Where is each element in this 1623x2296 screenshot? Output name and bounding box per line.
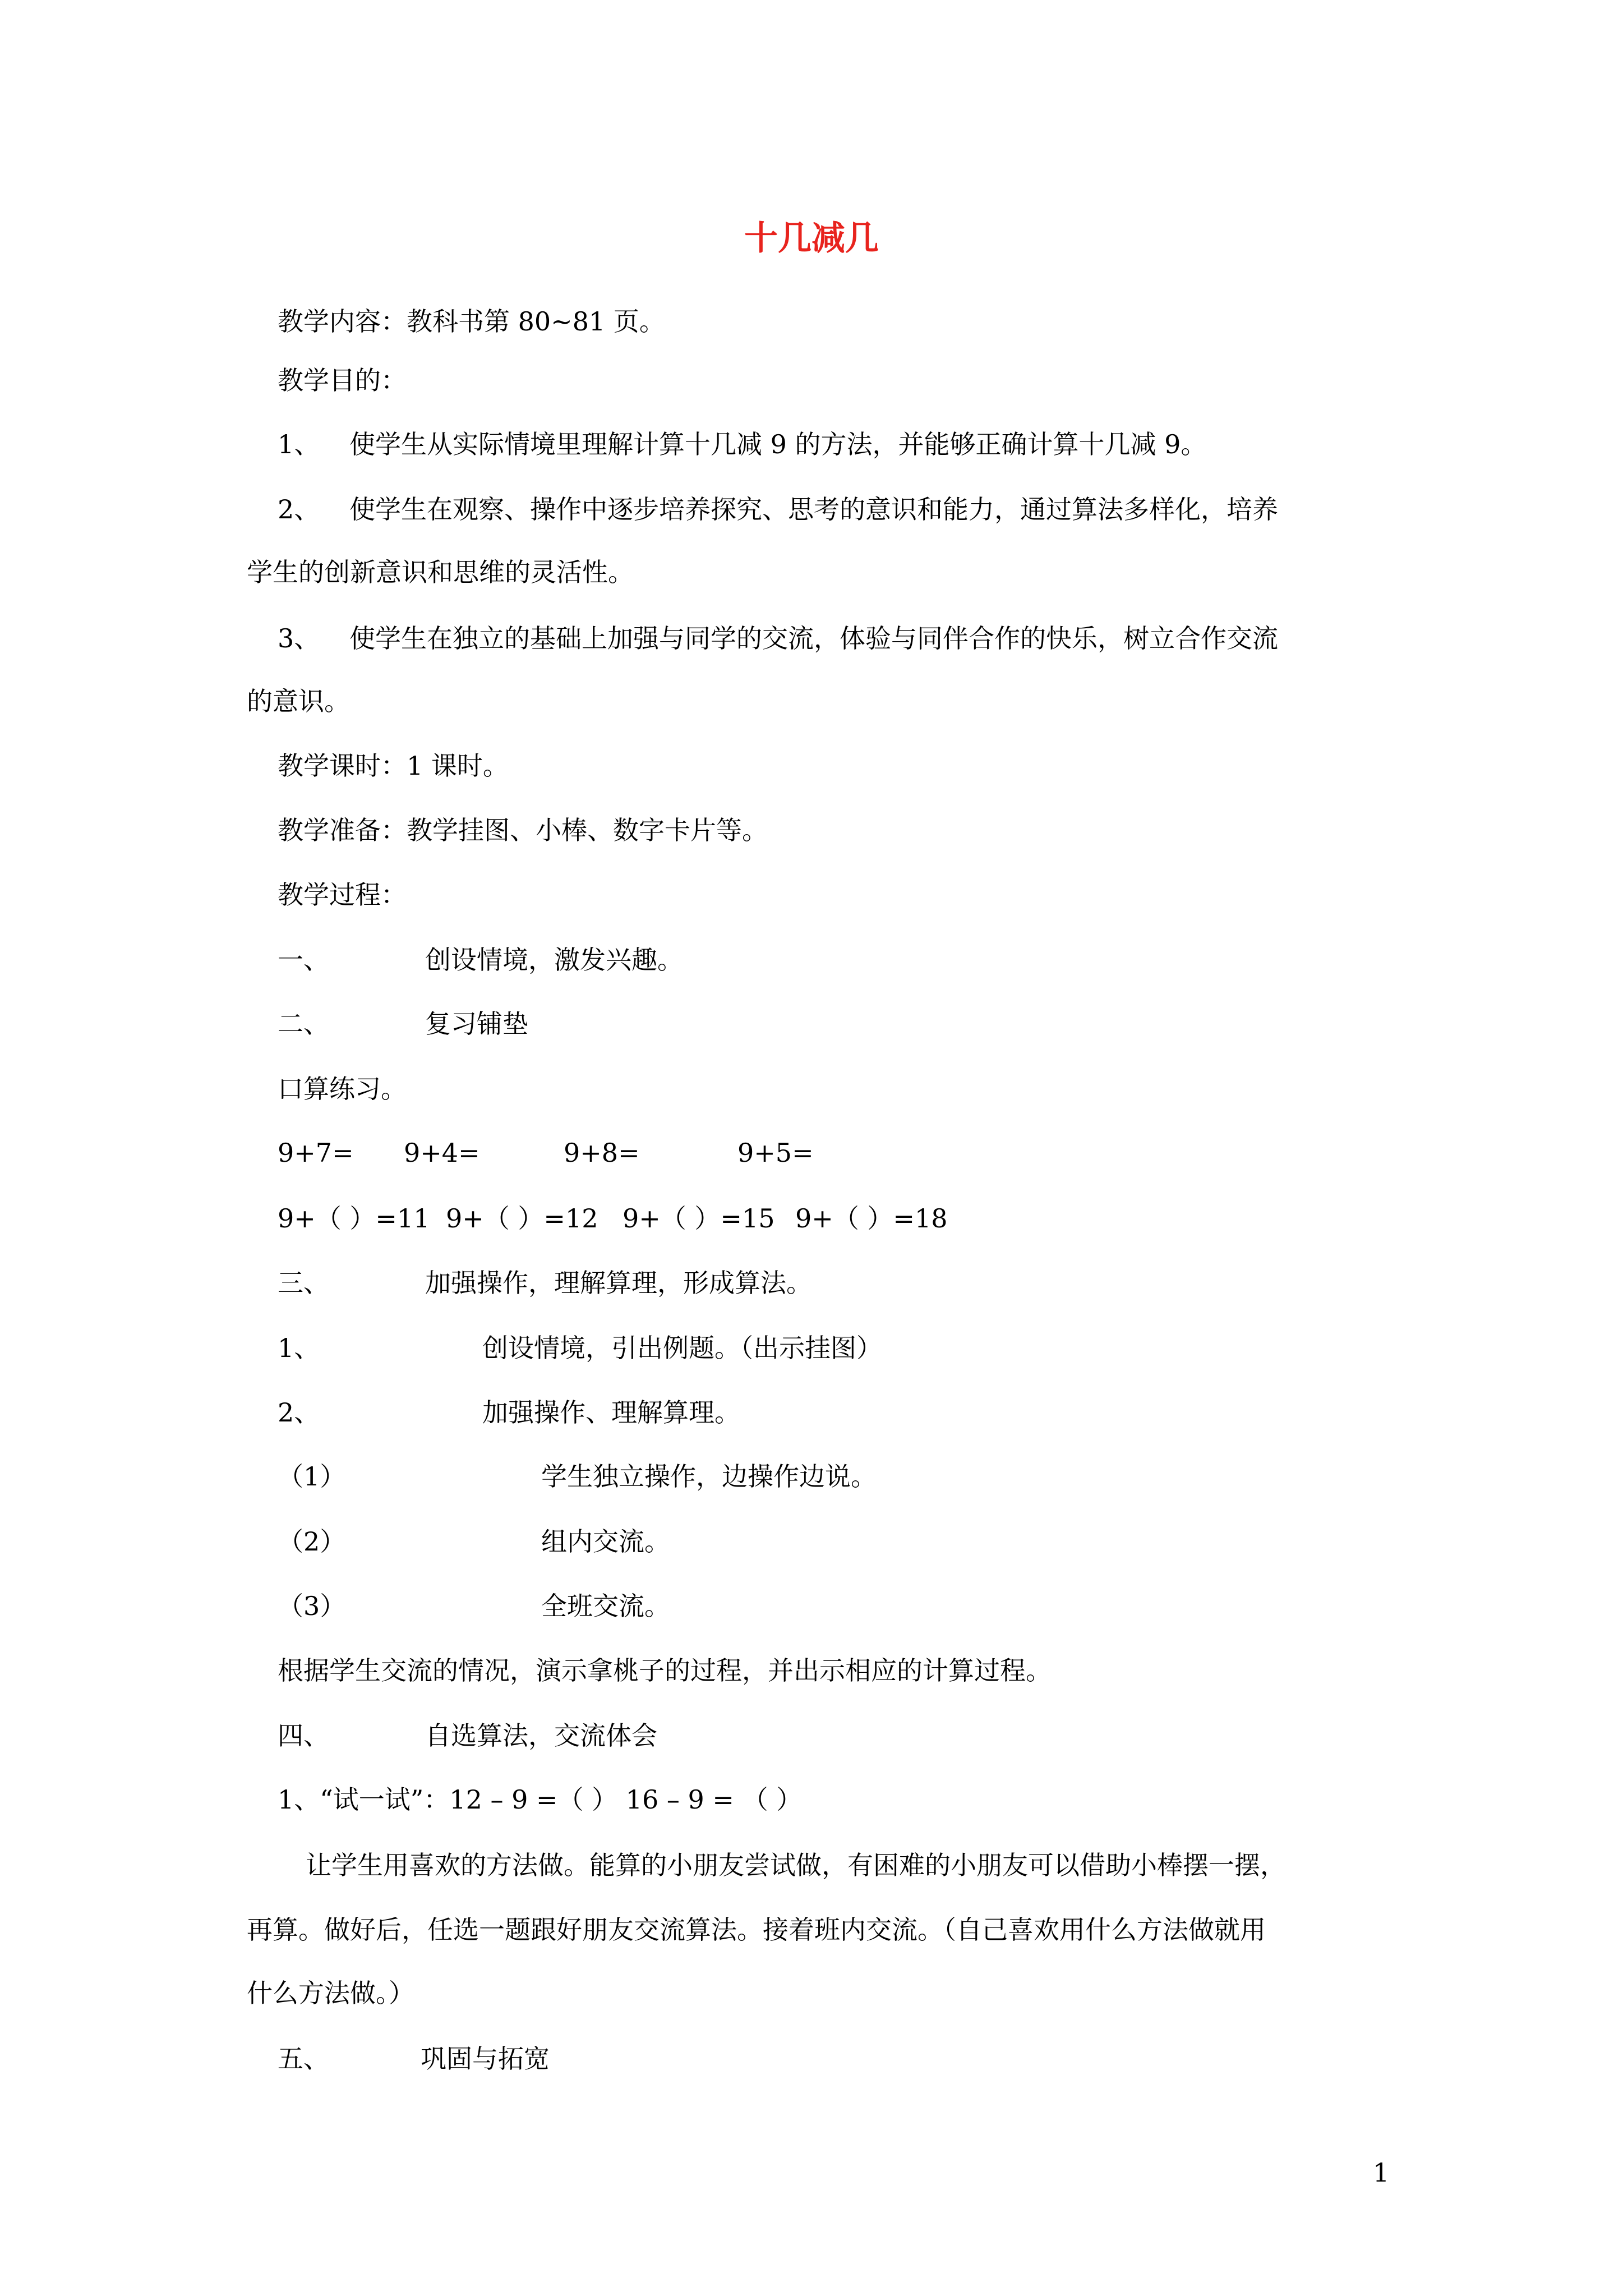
paragraph-line-1: 让学生用喜欢的方法做。能算的小朋友尝试做，有困难的小朋友可以借助小棒摆一摆， <box>306 1850 1286 1880</box>
section-1-number: 一、 <box>278 945 329 975</box>
prep-line: 教学准备：教学挂图、小棒、数字卡片等。 <box>278 815 768 845</box>
section-2-number: 二、 <box>278 1009 329 1039</box>
step-3-text: 全班交流。 <box>541 1591 670 1621</box>
section-3-1-number: 1、 <box>278 1333 320 1363</box>
section-3-1-text: 创设情境，引出例题。（出示挂图） <box>482 1333 882 1363</box>
goal-3-text: 使学生在独立的基础上加强与同学的交流，体验与同伴合作的快乐，树立合作交流 <box>349 623 1278 654</box>
calc-b-3: 9+（ ）=15 <box>623 1203 775 1234</box>
step-2-text: 组内交流。 <box>541 1526 670 1557</box>
section-3-text: 加强操作，理解算理，形成算法。 <box>425 1268 812 1298</box>
section-5-number: 五、 <box>278 2044 329 2074</box>
calc-b-2: 9+（ ）=12 <box>446 1203 598 1234</box>
paragraph-line-2: 再算。做好后，任选一题跟好朋友交流算法。接着班内交流。（自己喜欢用什么方法做就用 <box>247 1915 1266 1945</box>
document-title: 十几减几 <box>744 219 879 258</box>
calc-a-1: 9+7= <box>278 1138 354 1168</box>
content-line: 教学内容：教科书第 80~81 页。 <box>278 306 665 337</box>
step-1-text: 学生独立操作，边操作边说。 <box>541 1461 877 1492</box>
section-4-number: 四、 <box>278 1720 329 1751</box>
goal-1-number: 1、 <box>278 429 320 459</box>
calc-a-3: 9+8= <box>564 1138 640 1168</box>
process-heading: 教学过程： <box>278 880 407 910</box>
section-3-number: 三、 <box>278 1268 329 1298</box>
section-5-text: 巩固与拓宽 <box>421 2044 550 2074</box>
demo-line: 根据学生交流的情况，演示拿桃子的过程，并出示相应的计算过程。 <box>278 1655 1052 1686</box>
calc-b-4: 9+（ ）=18 <box>795 1203 948 1234</box>
section-1-text: 创设情境，激发兴趣。 <box>425 945 683 975</box>
section-3-2-text: 加强操作、理解算理。 <box>482 1397 740 1428</box>
hours-line: 教学课时：1 课时。 <box>278 751 509 781</box>
calc-b-1: 9+（ ）=11 <box>278 1203 430 1234</box>
goal-1-text: 使学生从实际情境里理解计算十几减 9 的方法，并能够正确计算十几减 9。 <box>349 429 1207 459</box>
calc-a-2: 9+4= <box>404 1138 480 1168</box>
goal-2-number: 2、 <box>278 494 320 524</box>
section-2-text: 复习铺垫 <box>425 1009 528 1039</box>
section-3-2-number: 2、 <box>278 1397 320 1428</box>
step-1-number: （1） <box>278 1461 346 1492</box>
goals-heading: 教学目的： <box>278 365 407 395</box>
section-4-text: 自选算法，交流体会 <box>425 1720 657 1751</box>
step-2-number: （2） <box>278 1526 346 1557</box>
paragraph-line-3: 什么方法做。） <box>247 1978 414 2008</box>
calc-a-4: 9+5= <box>737 1138 814 1168</box>
goal-3-number: 3、 <box>278 623 320 654</box>
page-number: 1 <box>1373 2157 1390 2188</box>
step-3-number: （3） <box>278 1591 346 1621</box>
try-line: 1、“试一试”：12 – 9 =（ ） 16 – 9 = （ ） <box>278 1784 803 1815</box>
goal-3-continuation: 的意识。 <box>247 686 350 716</box>
goal-2-continuation: 学生的创新意识和思维的灵活性。 <box>247 557 634 587</box>
oral-practice-line: 口算练习。 <box>278 1074 407 1104</box>
goal-2-text: 使学生在观察、操作中逐步培养探究、思考的意识和能力，通过算法多样化，培养 <box>349 494 1278 524</box>
